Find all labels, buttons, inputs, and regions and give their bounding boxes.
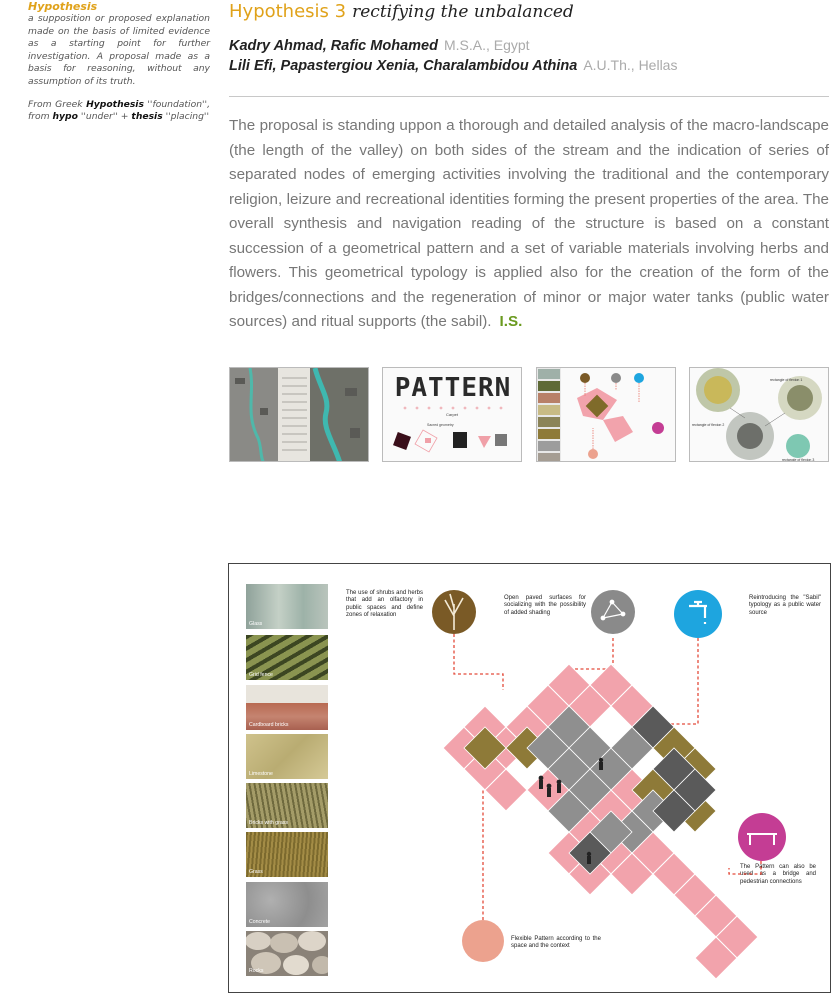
material-label: Cardboard bricks — [249, 722, 289, 728]
pattern-diagram — [229, 564, 831, 993]
author-names: Kadry Ahmad, Rafic Mohamed — [229, 38, 438, 54]
definition-text: a supposition or proposed explanation made on the basis of limited evidence as a starting point for further investigation. A proposal made as a basis for reasoning, without any assumption of its truth. — [28, 13, 210, 87]
header-divider — [229, 96, 829, 97]
pattern-caption-carpet: Carpet — [446, 412, 459, 417]
flexion-label-3: rectangle of flexion 3 — [782, 458, 815, 462]
etym-word: hypo — [52, 111, 78, 123]
signature-initials: I.S. — [499, 313, 523, 330]
thumbnail-materials[interactable] — [536, 367, 676, 462]
author-line-1 — [229, 36, 530, 55]
paved-surface-icon — [591, 590, 635, 634]
etym-part: From Greek — [28, 98, 87, 110]
pattern-diagram-image — [383, 368, 522, 462]
material-label: Rocks — [249, 968, 264, 974]
thumbnail-pattern[interactable] — [382, 367, 522, 462]
etymology — [28, 99, 210, 124]
definition-sidebar — [28, 0, 210, 124]
pattern-word: PATTERN — [394, 373, 512, 403]
hypothesis-subtitle: rectifying the unbalanced — [352, 2, 574, 22]
body-paragraph — [229, 114, 829, 335]
etym-part: ''under'' + — [77, 111, 132, 123]
water-tap-icon — [674, 590, 722, 638]
material-label: Grid fence — [249, 672, 273, 678]
hypothesis-number: Hypothesis 3 — [229, 1, 347, 22]
etym-part: ''placing'' — [162, 111, 209, 123]
bridge-icon — [738, 813, 786, 861]
note-bridge: The Pattern can also be used as a bridge and pedestrian connections — [740, 864, 816, 885]
pattern-caption-geometry: Sacred geometry — [427, 423, 454, 427]
material-label: Bricks with grass — [249, 820, 288, 826]
author-names: Lili Efi, Papastergiou Xenia, Charalambidou Athina — [229, 58, 578, 74]
author-institution: A.U.Th., Hellas — [583, 57, 678, 73]
flexion-label-2: rectangle of flexion 2 — [692, 423, 725, 427]
material-label: Concrete — [249, 919, 271, 925]
material-label: Limestone — [249, 771, 273, 777]
etym-word: thesis — [131, 111, 163, 123]
thumbnail-aerial-map[interactable] — [229, 367, 369, 462]
aerial-map-image — [230, 368, 369, 462]
materials-diagram-image — [537, 368, 676, 462]
shrubs-icon — [432, 590, 476, 634]
thumbnail-flexion[interactable] — [689, 367, 829, 462]
pattern-panel — [228, 563, 831, 993]
flexible-pattern-marker — [462, 920, 504, 962]
note-flexible-pattern: Flexible Pattern according to the space and the context — [511, 936, 601, 950]
flexion-diagram-image — [690, 368, 829, 462]
author-line-2 — [229, 56, 677, 75]
note-shrubs: The use of shrubs and herbs that add an olfactory in public spaces and define zones of relaxation — [346, 590, 423, 619]
page-title — [229, 1, 574, 23]
body-text: The proposal is standing uppon a thorough and detailed analysis of the macro-landscape (the length of the valley) on both sides of the stream and the indication of series of separated nodes of emerging activities involving the traditional and the contemporary religion, leizure and recreational identities forming the present properties of the area. The overall synthesis and navigation reading of the structure is based on a constant succession of a geometrical pattern and a set of variable materials involving herbs and flowers. This geometrical typology is applied also for the creation of the form of the bridges/connections and the regeneration of minor or major water tanks (public water sources) and ritual supports (the sabil). — [229, 117, 829, 330]
author-institution: M.S.A., Egypt — [443, 37, 530, 53]
material-label: Glass — [249, 621, 263, 627]
etym-word: Hypothesis — [86, 98, 144, 110]
material-label: Grass — [249, 869, 263, 875]
note-sabil: Reintroducing the "Sabil" typology as a public water source — [749, 595, 821, 616]
etym-part: ''foundation'', from — [28, 98, 210, 123]
definition-title: Hypothesis — [28, 0, 98, 13]
flexion-label-1: rectangle of flexion 1 — [770, 378, 803, 382]
note-paved-surfaces: Open paved surfaces for socializing with the possibility of added shading — [504, 595, 586, 616]
